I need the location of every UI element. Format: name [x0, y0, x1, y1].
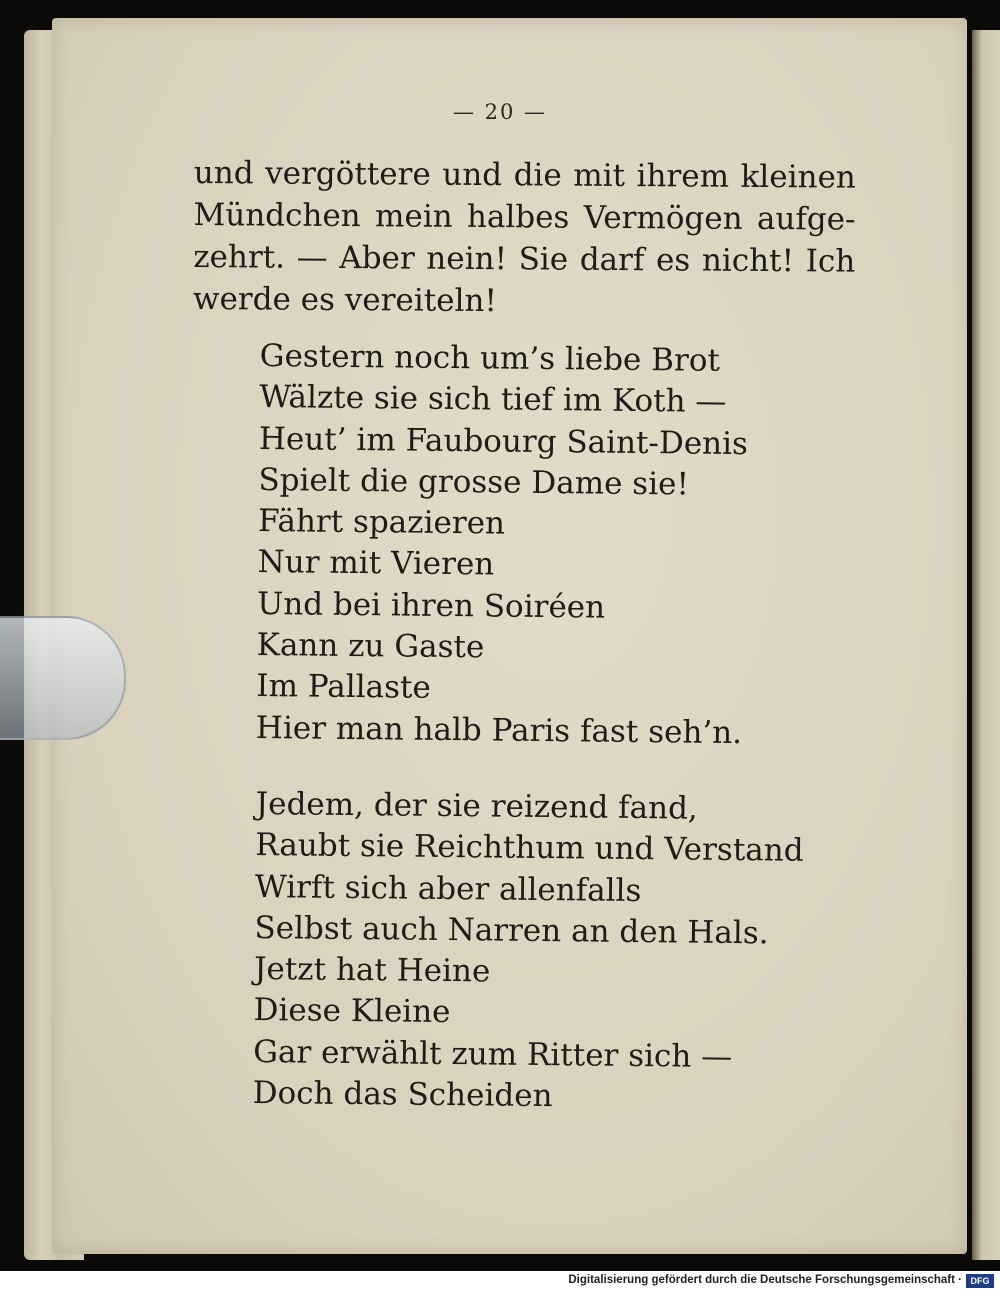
verse-line: Spielt die grosse Dame sie!: [258, 461, 690, 503]
prose-line: zehrt. — Aber nein! Sie darf es nicht! Ich: [193, 238, 856, 280]
verse-line: Doch das Scheiden: [252, 1075, 553, 1115]
verse-line: Und bei ihren Soiréen: [257, 585, 606, 626]
footer-credit: Digitalisierung gefördert durch die Deutsche Forschungsgemeinschaft ·: [568, 1274, 962, 1286]
prose-paragraph: [193, 152, 856, 325]
verse-line: Gestern noch um’s liebe Brot: [259, 337, 721, 379]
prose-line: werde es vereiteln!: [192, 280, 498, 320]
verse-line: Raubt sie Reichthum und Verstand: [255, 827, 804, 870]
verse-line: Im Pallaste: [256, 668, 431, 707]
verse-line: Fährt spazieren: [257, 503, 506, 542]
dfg-logo-icon: DFG: [966, 1274, 994, 1288]
verse-line: Selbst auch Narren an den Hals.: [254, 909, 769, 952]
page-number: — 20 —: [452, 100, 548, 124]
page-clip: [0, 616, 126, 740]
verse-line: Hier man halb Paris fast seh’n.: [255, 709, 743, 751]
verse-line: Jedem, der sie reizend fand,: [255, 785, 698, 827]
verse-line: Kann zu Gaste: [256, 627, 485, 666]
verse-line: Diese Kleine: [253, 992, 451, 1031]
digitization-footer: [0, 1271, 1000, 1293]
verse-line: Wirft sich aber allenfalls: [254, 868, 642, 909]
prose-line: und vergöttere und die mit ihrem kleinen: [193, 154, 856, 196]
verse-stanza-1: [256, 336, 749, 754]
facing-page-edge: [972, 30, 1000, 1260]
verse-line: Heut’ im Faubourg Saint-Denis: [258, 420, 749, 462]
verse-line: Jetzt hat Heine: [253, 951, 491, 990]
verse-line: Nur mit Vieren: [257, 544, 495, 583]
prose-line: Mündchen mein halbes Vermögen aufge-: [193, 196, 856, 238]
verse-stanza-2: [253, 784, 805, 1120]
verse-line: Wälzte sie sich tief im Koth —: [259, 379, 727, 421]
verse-line: Gar erwählt zum Ritter sich —: [253, 1033, 733, 1075]
